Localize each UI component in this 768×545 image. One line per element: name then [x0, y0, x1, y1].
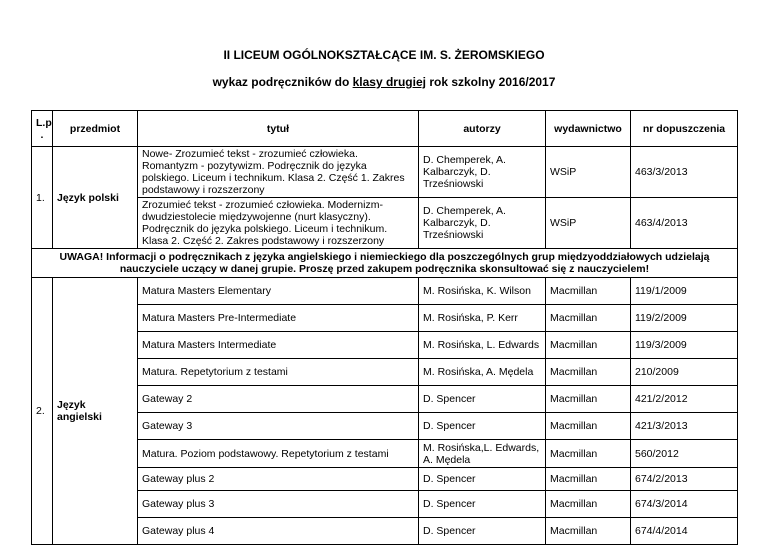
- table-row: [32, 198, 738, 249]
- book-approval: 463/4/2013: [631, 198, 738, 249]
- book-title: Matura. Poziom podstawowy. Repetytorium z testami: [138, 440, 419, 468]
- table-row: [32, 305, 738, 332]
- book-publisher: Macmillan: [546, 332, 631, 359]
- polish-subject: Język polski: [53, 147, 138, 249]
- book-approval: 421/3/2013: [631, 413, 738, 440]
- book-title: Gateway 2: [138, 386, 419, 413]
- book-authors: D. Spencer: [419, 518, 546, 545]
- book-title: Gateway 3: [138, 413, 419, 440]
- book-publisher: Macmillan: [546, 468, 631, 491]
- book-authors: M. Rosińska, A. Mędela: [419, 359, 546, 386]
- subtitle-post: rok szkolny 2016/2017: [425, 75, 556, 89]
- book-title: Gateway plus 3: [138, 491, 419, 518]
- book-authors: D. Spencer: [419, 468, 546, 491]
- book-title: Gateway plus 4: [138, 518, 419, 545]
- book-publisher: Macmillan: [546, 413, 631, 440]
- col-authors: autorzy: [419, 111, 546, 147]
- book-authors: D. Chemperek, A. Kalbarczyk, D. Trześniowski: [419, 198, 546, 249]
- table-row: [32, 413, 738, 440]
- list-subtitle: [0, 75, 768, 89]
- book-publisher: WSiP: [546, 198, 631, 249]
- polish-lp: 1.: [32, 147, 53, 249]
- table-row: [32, 359, 738, 386]
- book-authors: D. Spencer: [419, 386, 546, 413]
- textbook-table: [31, 110, 738, 545]
- subtitle-class: klasy drugiej: [352, 75, 426, 89]
- table-row: [32, 332, 738, 359]
- book-publisher: Macmillan: [546, 440, 631, 468]
- book-approval: 674/2/2013: [631, 468, 738, 491]
- book-approval: 674/3/2014: [631, 491, 738, 518]
- table-row: [32, 491, 738, 518]
- book-title: Nowe- Zrozumieć tekst - zrozumieć człowieka. Romantyzm - pozytywizm. Podręcznik do języka polskiego. Liceum i technikum. Klasa 2. Część 1. Zakres podstawowy i rozszerzony: [138, 147, 419, 198]
- table-row: [32, 468, 738, 491]
- table-row: [32, 440, 738, 468]
- warning-note: UWAGA! Informacji o podręcznikach z języka angielskiego i niemieckiego dla poszczególnych grup międzyoddziałowych udzielają nauczyciele uczący w danej grupie. Proszę przed zakupem podręcznika skonsultować się z nauczycielem!: [32, 249, 738, 278]
- book-title: Matura Masters Elementary: [138, 278, 419, 305]
- col-title: tytuł: [138, 111, 419, 147]
- book-approval: 210/2009: [631, 359, 738, 386]
- book-authors: M. Rosińska,L. Edwards, A. Mędela: [419, 440, 546, 468]
- book-title: Zrozumieć tekst - zrozumieć człowieka. Modernizm-dwudziestolecie międzywojenne (nurt klasyczny). Podręcznik do języka polskiego. Liceum i technikum. Klasa 2. Część 2. Zakres podstawowy i rozszerzony: [138, 198, 419, 249]
- school-name: II LICEUM OGÓLNOKSZTAŁCĄCE IM. S. ŻEROMSKIEGO: [223, 48, 545, 62]
- table-row: [32, 147, 738, 198]
- english-lp: 2.: [32, 278, 53, 545]
- table-row: [32, 518, 738, 545]
- book-title: Matura Masters Pre-Intermediate: [138, 305, 419, 332]
- book-authors: D. Chemperek, A. Kalbarczyk, D. Trześniowski: [419, 147, 546, 198]
- book-publisher: WSiP: [546, 147, 631, 198]
- col-approval: nr dopuszczenia: [631, 111, 738, 147]
- book-authors: M. Rosińska, P. Kerr: [419, 305, 546, 332]
- book-authors: M. Rosińska, K. Wilson: [419, 278, 546, 305]
- book-authors: M. Rosińska, L. Edwards: [419, 332, 546, 359]
- book-publisher: Macmillan: [546, 359, 631, 386]
- book-publisher: Macmillan: [546, 491, 631, 518]
- book-publisher: Macmillan: [546, 386, 631, 413]
- col-publisher: wydawnictwo: [546, 111, 631, 147]
- book-approval: 560/2012: [631, 440, 738, 468]
- book-title: Matura. Repetytorium z testami: [138, 359, 419, 386]
- book-title: Matura Masters Intermediate: [138, 332, 419, 359]
- table-header-row: [32, 111, 738, 147]
- book-approval: 119/1/2009: [631, 278, 738, 305]
- book-publisher: Macmillan: [546, 305, 631, 332]
- col-lp: L.p .: [32, 111, 53, 147]
- book-approval: 119/2/2009: [631, 305, 738, 332]
- subtitle-pre: wykaz podręczników do: [212, 75, 353, 89]
- book-publisher: Macmillan: [546, 278, 631, 305]
- book-title: Gateway plus 2: [138, 468, 419, 491]
- book-approval: 674/4/2014: [631, 518, 738, 545]
- book-publisher: Macmillan: [546, 518, 631, 545]
- table-row: [32, 386, 738, 413]
- book-approval: 119/3/2009: [631, 332, 738, 359]
- book-authors: D. Spencer: [419, 413, 546, 440]
- warning-row: [32, 249, 738, 278]
- table-row: [32, 278, 738, 305]
- book-approval: 463/3/2013: [631, 147, 738, 198]
- col-subject: przedmiot: [53, 111, 138, 147]
- book-authors: D. Spencer: [419, 491, 546, 518]
- english-subject: Język angielski: [53, 278, 138, 545]
- book-approval: 421/2/2012: [631, 386, 738, 413]
